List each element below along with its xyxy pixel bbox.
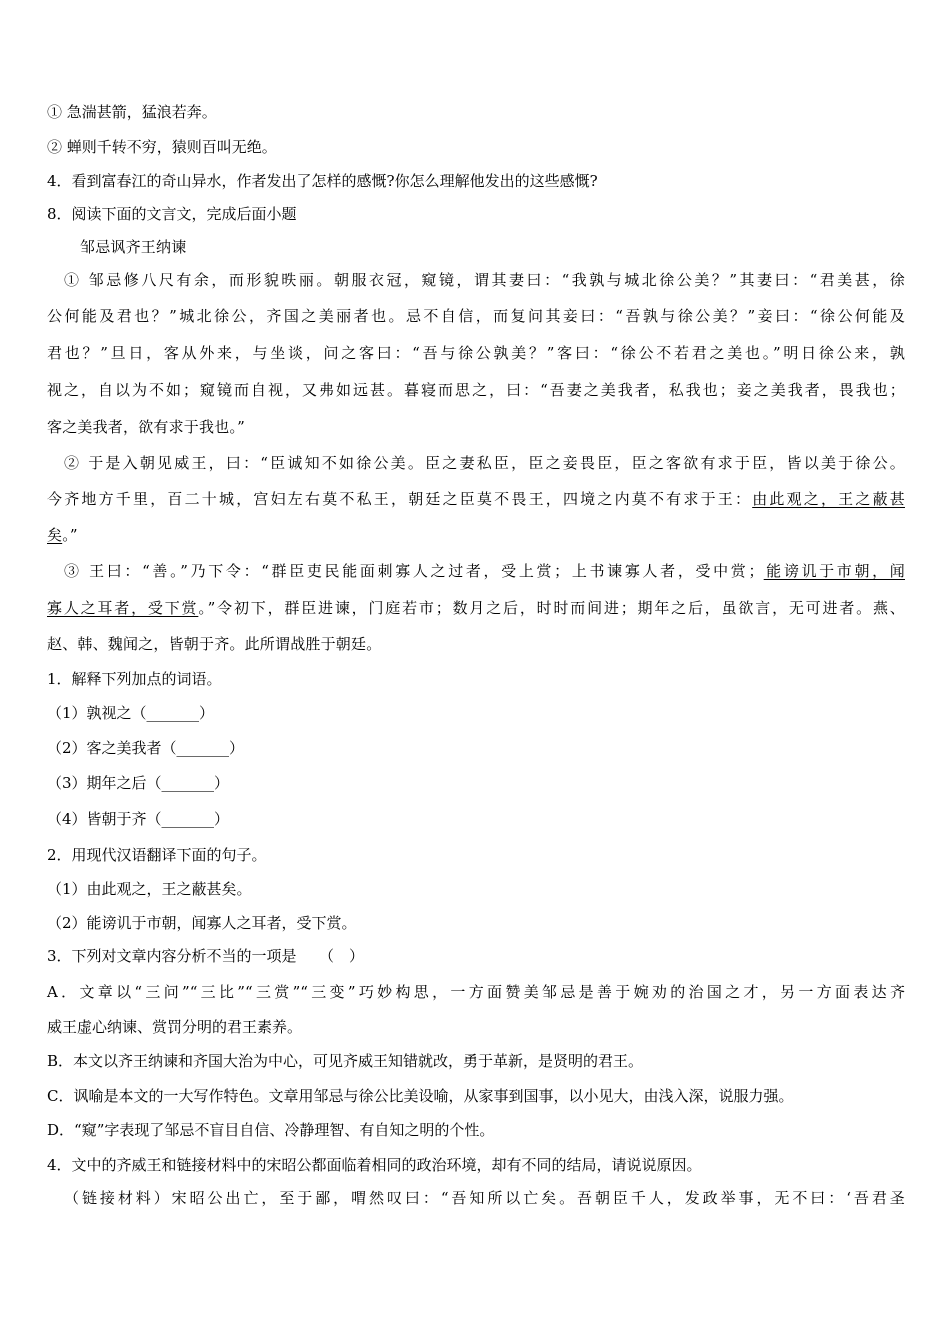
paragraph-2-line: ② 于是入朝见威王，曰：“臣诚知不如徐公美。臣之妻私臣，臣之妾畏臣，臣之客欲有求于臣，皆以美于徐公。 <box>64 454 905 472</box>
question-1-item: （4）皆朝于齐（_______） <box>47 810 230 828</box>
paragraph-1-line: 客之美我者，欲有求于我也。” <box>47 418 245 436</box>
underlined-sentence: 矣 <box>47 526 63 544</box>
paragraph-2-text: 今齐地方千里，百二十城，宫妇左右莫不私王，朝廷之臣莫不畏王，四境之内莫不有求于王： <box>47 490 753 508</box>
question-8-heading: 8．阅读下面的文言文，完成后面小题 <box>47 205 297 223</box>
question-3: 3．下列对文章内容分析不当的一项是 （ ） <box>47 947 365 965</box>
question-1: 1．解释下列加点的词语。 <box>47 670 222 688</box>
prior-question-4: 4．看到富春江的奇山异水，作者发出了怎样的感慨?你怎么理解他发出的这些感慨? <box>47 172 598 190</box>
option-a-line: A．文章以“三问”“三比”“三赏”“三变”巧妙构思，一方面赞美邹忌是善于婉劝的治国之才，另一方面表达齐 <box>47 983 905 1001</box>
paragraph-3-line: 赵、韩、魏闻之，皆朝于齐。此所谓战胜于朝廷。 <box>47 635 382 653</box>
prior-sentence-1: ① 急湍甚箭，猛浪若奔。 <box>47 103 217 121</box>
underlined-sentence: 能谤讥于市朝，闻 <box>763 562 905 580</box>
passage-title: 邹忌讽齐王纳谏 <box>80 238 187 256</box>
option-b: B．本文以齐王纳谏和齐国大治为中心，可见齐威王知错就改，勇于革新，是贤明的君王。 <box>47 1052 644 1070</box>
underlined-sentence: 由此观之，王之蔽甚 <box>752 490 905 508</box>
question-1-item: （1）孰视之（_______） <box>47 704 215 722</box>
paragraph-1-line: ① 邹忌修八尺有余，而形貌昳丽。朝服衣冠，窥镜，谓其妻曰：“我孰与城北徐公美？”其妻曰：“君美甚，徐 <box>64 271 905 289</box>
question-4: 4．文中的齐威王和链接材料中的宋昭公都面临着相同的政治环境，却有不同的结局，请说说原因。 <box>47 1156 702 1174</box>
link-material: （链接材料）宋昭公出亡，至于鄙，喟然叹曰：“吾知所以亡矣。吾朝臣千人，发政举事，无不曰：‘吾君圣 <box>64 1189 905 1207</box>
underlined-sentence: 寡人之耳者，受下赏 <box>47 599 199 617</box>
option-d: D．“窥”字表现了邹忌不盲目自信、冷静理智、有自知之明的个性。 <box>47 1121 495 1139</box>
paragraph-3-text: 。”令初下，群臣进谏，门庭若市；数月之后，时时而间进；期年之后，虽欲言，无可进者。燕、 <box>198 599 905 617</box>
paragraph-3-line <box>64 561 905 581</box>
question-1-item: （3）期年之后（_______） <box>47 774 230 792</box>
question-2-item: （1）由此观之，王之蔽甚矣。 <box>47 880 252 898</box>
option-c: C．讽喻是本文的一大写作特色。文章用邹忌与徐公比美设喻，从家事到国事，以小见大，由浅入深，说服力强。 <box>47 1087 794 1105</box>
question-1-item: （2）客之美我者（_______） <box>47 739 245 757</box>
paragraph-2-line <box>47 525 78 545</box>
option-a-line: 威王虚心纳谏、赏罚分明的君王素养。 <box>47 1018 303 1036</box>
prior-sentence-2: ② 蝉则千转不穷，猿则百叫无绝。 <box>47 138 277 156</box>
question-2-item: （2）能谤讥于市朝，闻寡人之耳者，受下赏。 <box>47 914 357 932</box>
question-2: 2．用现代汉语翻译下面的句子。 <box>47 846 267 864</box>
paragraph-1-line: 君也？”旦日，客从外来，与坐谈，问之客曰：“吾与徐公孰美？”客曰：“徐公不若君之美也。”明日徐公来，孰 <box>47 344 905 362</box>
paragraph-3-line <box>47 598 905 618</box>
paragraph-1-line: 公何能及君也？”城北徐公，齐国之美丽者也。忌不自信，而复问其妾曰：“吾孰与徐公美？”妾曰：“徐公何能及 <box>47 307 905 325</box>
paragraph-2-line <box>47 489 905 509</box>
paragraph-1-line: 视之，自以为不如；窥镜而自视，又弗如远甚。暮寝而思之，曰：“吾妻之美我者，私我也；妾之美我者，畏我也； <box>47 381 905 399</box>
paragraph-2-text: 。” <box>62 526 78 544</box>
paragraph-3-text: ③ 王曰：“善。”乃下令：“群臣吏民能面刺寡人之过者，受上赏；上书谏寡人者，受中赏； <box>64 562 764 580</box>
